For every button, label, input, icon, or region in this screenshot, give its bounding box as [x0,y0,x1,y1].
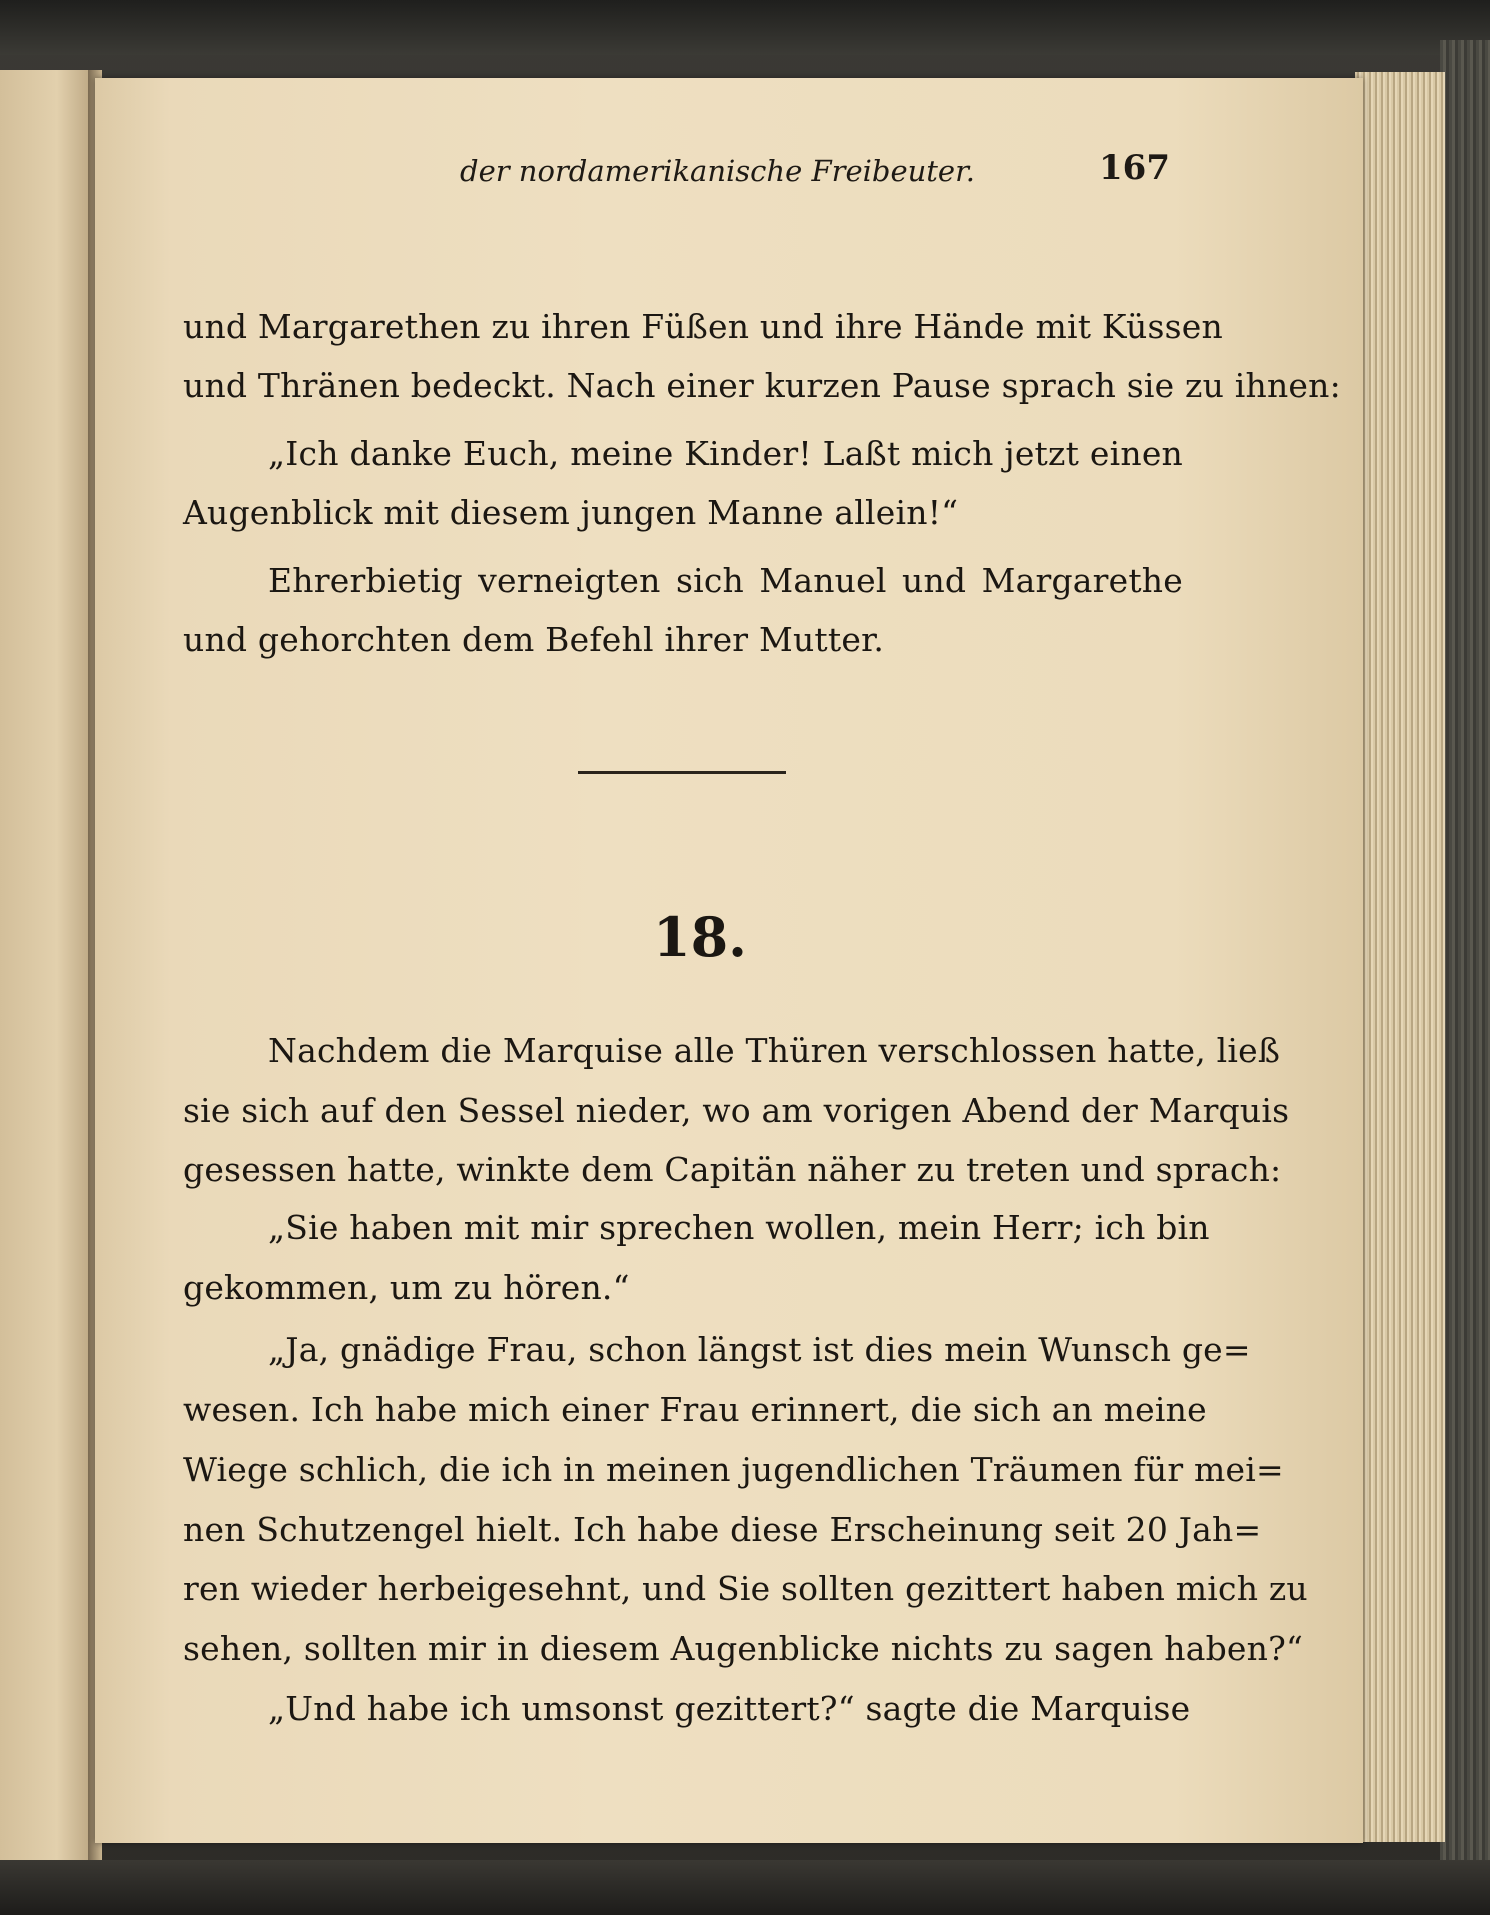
text-line: und Margarethen zu ihren Füßen und ihre Hände mit Küssen [183,307,1223,346]
text-line: Ehrerbietig verneigten sich Manuel und Margarethe [268,561,1183,600]
text-line: Nachdem die Marquise alle Thüren verschlossen hatte, ließ [268,1031,1281,1070]
text-line: und gehorchten dem Befehl ihrer Mutter. [183,620,885,659]
text-line: gesessen hatte, winkte dem Capitän näher zu treten und sprach: [183,1150,1282,1189]
text-line: gekommen, um zu hören.“ [183,1268,630,1307]
text-line: nen Schutzengel hielt. Ich habe diese Erscheinung seit 20 Jah= [183,1510,1262,1549]
text-line: und Thränen bedeckt. Nach einer kurzen Pause sprach sie zu ihnen: [183,366,1341,405]
running-head [340,146,1240,196]
text-line: „Sie haben mit mir sprechen wollen, mein Herr; ich bin [268,1208,1210,1247]
book-cover-bottom [0,1860,1490,1915]
page-edges [1355,72,1445,1842]
text-line: „Und habe ich umsonst gezittert?“ sagte die Marquise [268,1689,1191,1728]
text-line: Wiege schlich, die ich in meinen jugendlichen Träumen für mei= [183,1450,1284,1489]
chapter-number: 18. [653,905,747,969]
page-number: 167 [1099,148,1170,188]
running-title: der nordamerikanische Freibeuter. [460,154,975,188]
section-divider [578,771,786,774]
text-line: sie sich auf den Sessel nieder, wo am vorigen Abend der Marquis [183,1091,1290,1130]
book-cover-edge [1440,40,1490,1915]
text-line: „Ich danke Euch, meine Kinder! Laßt mich jetzt einen [268,434,1183,473]
text-line: sehen, sollten mir in diesem Augenblicke nichts zu sagen haben?“ [183,1629,1304,1668]
book-cover-top [0,0,1490,55]
text-line: „Ja, gnädige Frau, schon längst ist dies mein Wunsch ge= [268,1330,1251,1369]
facing-page [0,70,95,1870]
text-line: wesen. Ich habe mich einer Frau erinnert, die sich an meine [183,1390,1207,1429]
text-line: ren wieder herbeigesehnt, und Sie sollten gezittert haben mich zu [183,1569,1308,1608]
text-line: Augenblick mit diesem jungen Manne allein!“ [183,493,959,532]
